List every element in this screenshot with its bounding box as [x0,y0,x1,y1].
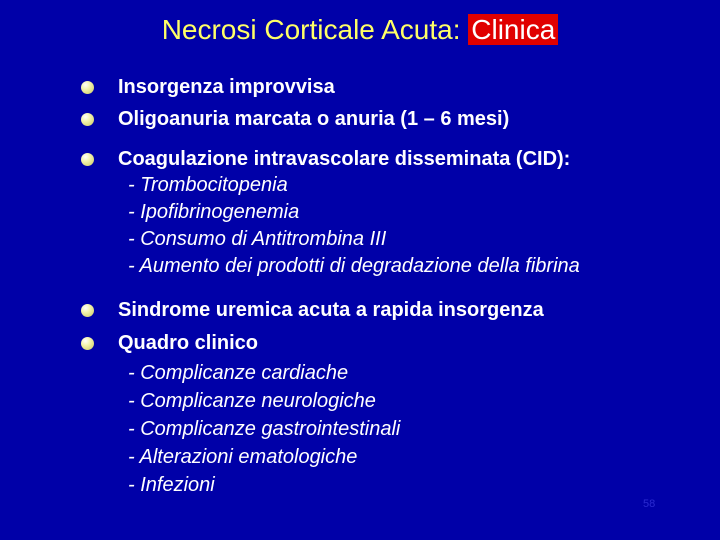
bullet-text: Insorgenza improvvisa [118,76,335,98]
sub-item: - Aumento dei prodotti di degradazione della fibrina [128,255,580,277]
bullet-dot-icon [81,113,94,126]
slide-title [0,12,720,48]
slide-title-main: Necrosi Corticale Acuta: [161,14,469,45]
sub-item: - Complicanze neurologiche [128,390,376,412]
sub-item: - Complicanze cardiache [128,362,349,384]
sub-item: - Trombocitopenia [128,174,288,196]
bullet-dot-icon [81,337,94,350]
sub-item: - Ipofibrinogenemia [128,201,300,223]
page-number: 58 [643,498,656,510]
bullet-item [0,146,720,172]
sub-item: - Consumo di Antitrombina III [128,228,387,250]
sub-item: - Alterazioni ematologiche [128,446,358,468]
bullet-item [0,297,720,323]
bullet-text: Coagulazione intravascolare disseminata (CID): [118,148,571,170]
bullet-text: Sindrome uremica acuta a rapida insorgenza [118,299,544,321]
bullet-text: Oligoanuria marcata o anuria (1 – 6 mesi) [118,108,510,130]
slide-title-highlight: Clinica [468,14,558,45]
bullet-item [0,330,720,356]
sub-item: - Complicanze gastrointestinali [128,418,401,440]
bullet-item [0,74,720,100]
bullet-dot-icon [81,153,94,166]
sub-item: - Infezioni [128,474,215,496]
bullet-item [0,106,720,132]
bullet-dot-icon [81,304,94,317]
bullet-dot-icon [81,81,94,94]
bullet-text: Quadro clinico [118,332,259,354]
